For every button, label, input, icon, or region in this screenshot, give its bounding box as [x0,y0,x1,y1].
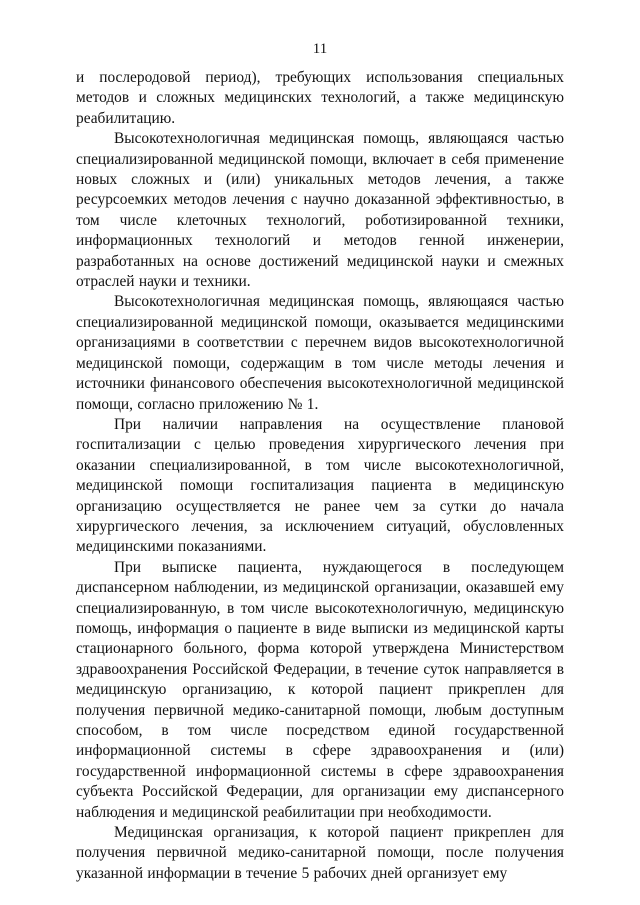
paragraph-discharge-information: При выписке пациента, нуждающегося в последующем диспансерном наблюдении, из медицинской организации, оказавшей ему специализированную, в том числе высокотехнологичную, медицинскую помощь, информация о пациенте в виде выписки из медицинской карты стационарного больного, форма которой утверждена Министерством здравоохранения Российской Федерации, в течение суток направляется в медицинскую организацию, к которой пациент прикреплен для получения первичной медико-санитарной помощи, любым доступным способом, в том числе посредством единой государственной информационной системы в сфере здравоохранения и (или) государственной информационной системы в сфере здравоохранения субъекта Российской Федерации, для организации ему диспансерного наблюдения и медицинской реабилитации при необходимости. [76,558,564,821]
page-number: 11 [312,41,328,57]
paragraph-follow-up-organization: Медицинская организация, к которой пациент прикреплен для получения первичной медико-санитарной помощи, после получения указанной информации в течение 5 рабочих дней организует ему [76,824,564,882]
paragraph-continuation: и послеродовой период), требующих использования специальных методов и сложных медицинских технологий, а также медицинскую реабилитацию. [76,69,564,127]
paragraph-planned-hospitalization: При наличии направления на осуществление плановой госпитализации с целью проведения хирургического лечения при оказании специализированной, в том числе высокотехнологичной, медицинской помощи госпитализация пациента в медицинскую организацию осуществляется не ранее чем за сутки до начала хирургического лечения, за исключением ситуаций, обусловленных медицинскими показаниями. [76,415,564,556]
paragraph-high-tech-care-definition: Высокотехнологичная медицинская помощь, являющаяся частью специализированной медицинской помощи, включает в себя применение новых сложных и (или) уникальных методов лечения, а также ресурсоемких методов лечения с научно доказанной эффективностью, в том числе клеточных технологий, роботизированной техники, информационных технологий и методов генной инженерии, разработанных на основе достижений медицинской науки и смежных отраслей науки и техники. [76,130,564,291]
paragraph-high-tech-care-provision: Высокотехнологичная медицинская помощь, являющаяся частью специализированной медицинской помощи, оказывается медицинскими организациями в соответствии с перечнем видов высокотехнологичной медицинской помощи, содержащим в том числе методы лечения и источники финансового обеспечения высокотехнологичной медицинской помощи, согласно приложению № 1. [76,293,564,413]
document-body [76,68,564,884]
